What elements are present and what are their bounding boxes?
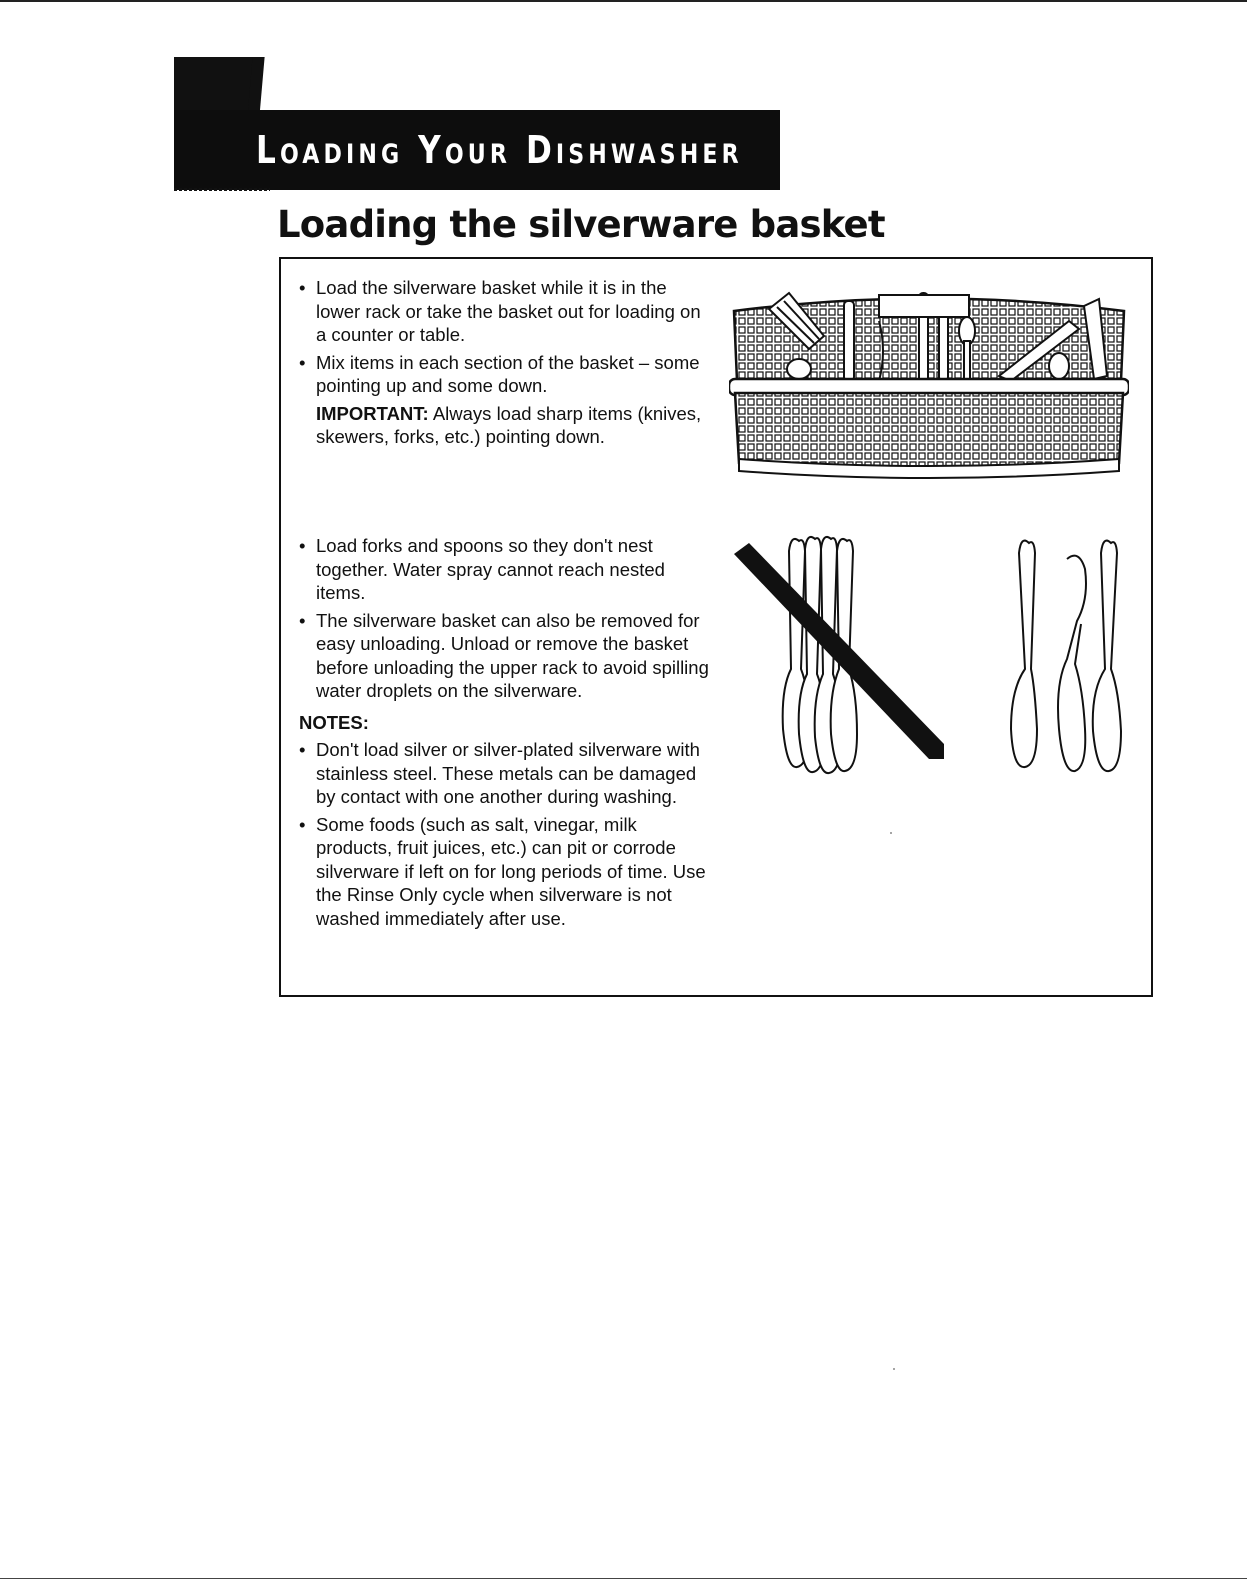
list-item bbox=[299, 813, 709, 931]
instructions-group-1 bbox=[299, 276, 709, 453]
bullet-dot: • bbox=[299, 351, 306, 373]
instructions-group-2 bbox=[299, 534, 709, 934]
bullet-text: Mix items in each section of the basket – some pointing up and some down. bbox=[316, 351, 700, 396]
list-item bbox=[299, 609, 709, 703]
header-banner bbox=[174, 110, 780, 190]
important-note bbox=[299, 402, 709, 449]
bullet-text: Don't load silver or silver-plated silverware with stainless steel. These metals can be damaged by contact with one another during washing. bbox=[316, 739, 700, 807]
chapter-title: Loading Your Dishwasher bbox=[256, 128, 743, 172]
bullet-dot: • bbox=[299, 609, 306, 631]
list-item bbox=[299, 351, 709, 398]
important-text: Always load sharp items (knives, skewers, forks, etc.) pointing down. bbox=[316, 402, 702, 447]
important-label: IMPORTANT: bbox=[316, 402, 429, 424]
basket-icon bbox=[729, 281, 1129, 481]
list-item bbox=[299, 534, 709, 605]
bullet-dot: • bbox=[299, 813, 306, 835]
page-top-rule bbox=[0, 0, 1247, 2]
header-tab bbox=[174, 57, 258, 117]
content-box bbox=[279, 257, 1153, 997]
bullet-dot: • bbox=[299, 277, 306, 298]
bullet-text: Load forks and spoons so they don't nest together. Water spray cannot reach nested items. bbox=[316, 535, 665, 603]
notes-heading: NOTES: bbox=[299, 711, 369, 733]
cutlery-illustration bbox=[729, 529, 1139, 784]
scan-speck bbox=[890, 832, 892, 834]
page-bottom-rule bbox=[0, 1578, 1247, 1579]
silverware-basket-illustration bbox=[729, 281, 1129, 481]
bullet-text: Some foods (such as salt, vinegar, milk products, fruit juices, etc.) can pit or corrode silverware if left on for long periods of time. Use the Rinse Only cycle when silverware is not washed immediately after use. bbox=[316, 813, 706, 929]
scan-speck bbox=[893, 1368, 895, 1370]
banner-dotted-edge bbox=[174, 188, 270, 191]
bullet-dot: • bbox=[299, 739, 306, 760]
list-item bbox=[299, 738, 709, 809]
list-item bbox=[299, 276, 709, 347]
section-title: Loading the silverware basket bbox=[277, 203, 885, 246]
bullet-text: Load the silverware basket while it is in the lower rack or take the basket out for loading on a counter or table. bbox=[316, 277, 701, 345]
bullet-text: The silverware basket can also be removed for easy unloading. Unload or remove the basket before unloading the upper rack to avoid spilling water droplets on the silverware. bbox=[316, 609, 709, 701]
separated-spoons-icon bbox=[1011, 541, 1121, 772]
bullet-dot: • bbox=[299, 535, 306, 556]
